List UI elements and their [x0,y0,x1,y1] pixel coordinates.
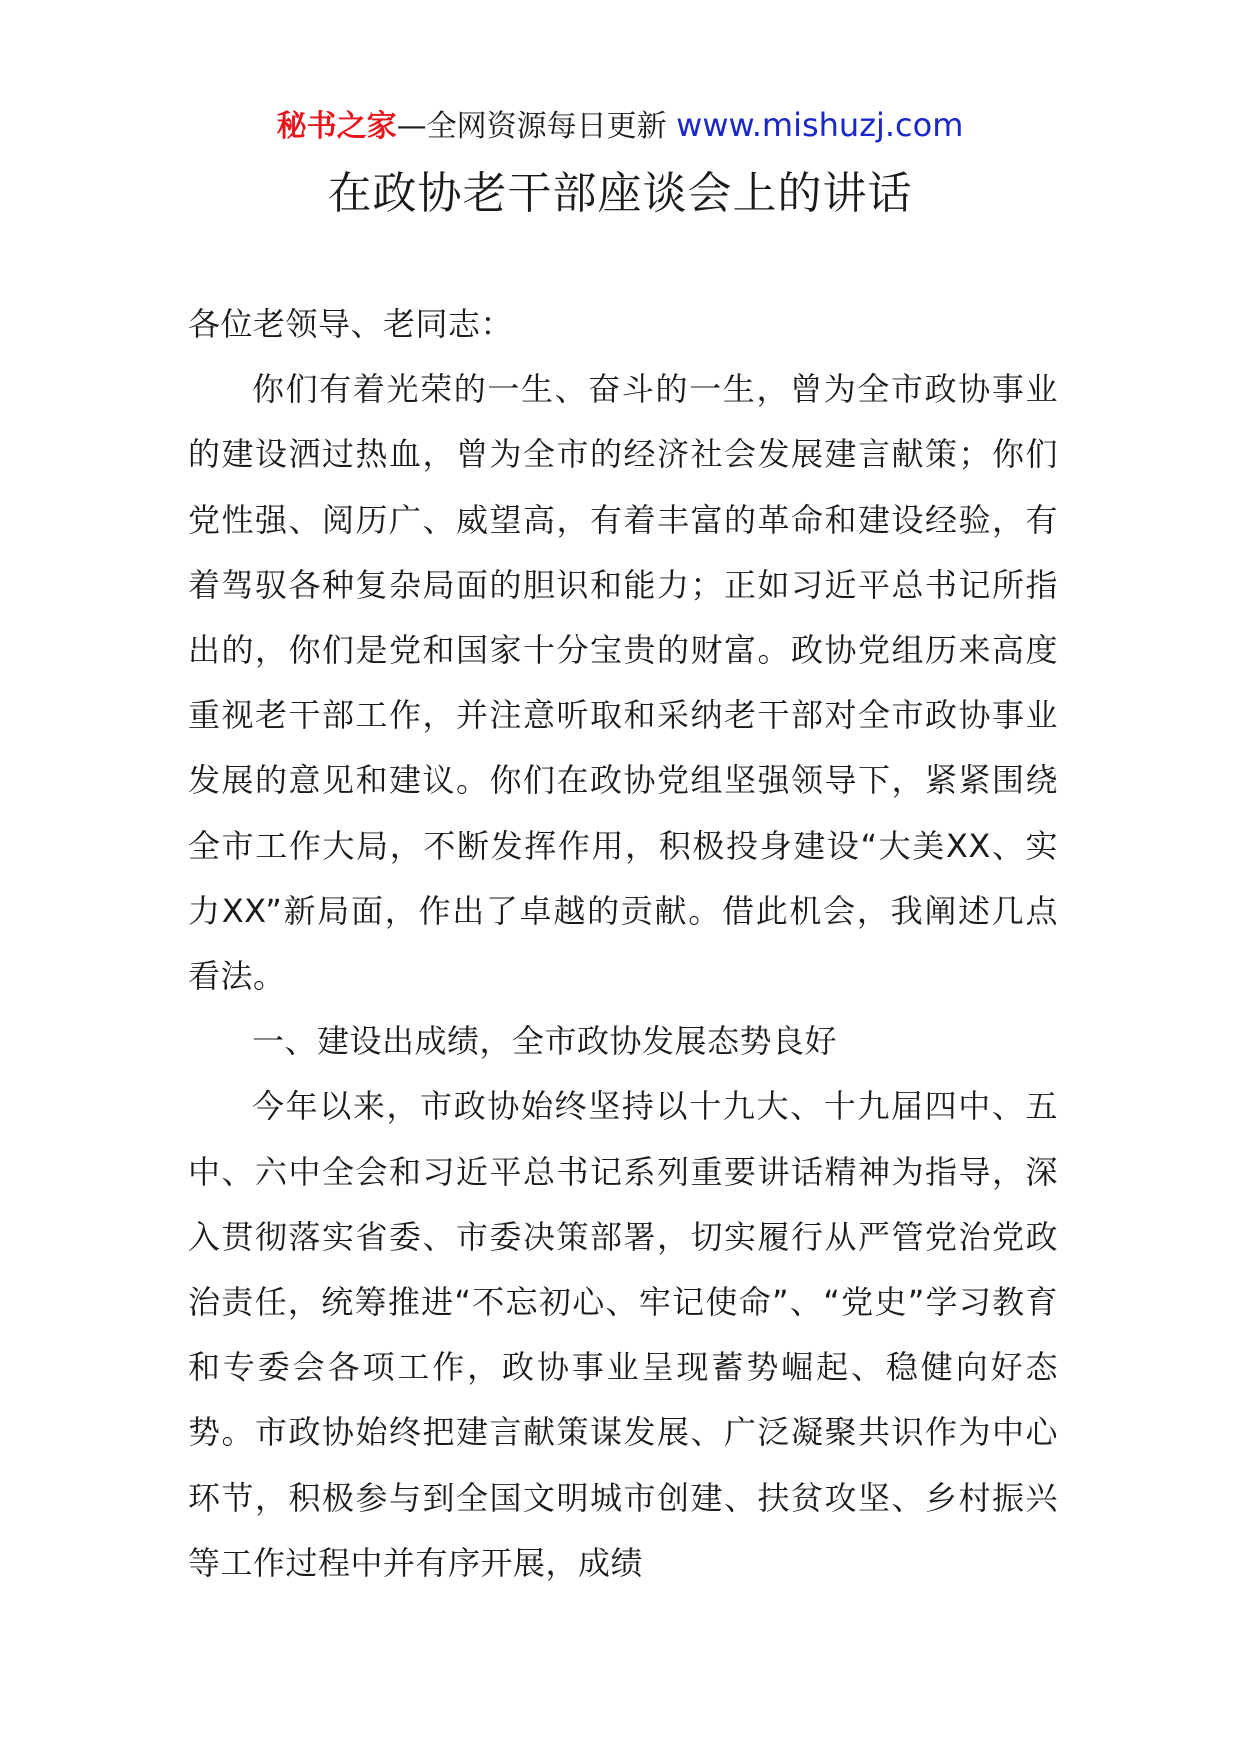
section-heading: 一、建设出成绩，全市政协发展态势良好 [252,1022,838,1061]
document-title: 在政协老干部座谈会上的讲话 [327,168,913,219]
body-paragraph: 你们有着光荣的一生、奋斗的一生，曾为全市政协事业的建设洒过热血，曾为全市的经济社会发展建言献策；你们党性强、阅历广、威望高，有着丰富的革命和建设经验，有着驾驭各种复杂局面的胆识和能力；正如习近平总书记所指出的，你们是党和国家十分宝贵的财富。政协党组历来高度重视老干部工作，并注意听取和采纳老干部对全市政协事业发展的意见和建议。你们在政协党组坚强领导下，紧紧围绕全市工作大局，不断发挥作用，积极投身建设“大美XX、实力XX”新局面，作出了卓越的贡献。借此机会，我阐述几点看法。 [188,370,1058,996]
brand-name: 秘书之家 [276,109,397,144]
salutation: 各位老领导、老同志： [188,305,514,343]
site-banner [0,100,1240,152]
document-body [188,292,1058,1596]
site-url-link[interactable]: www.mishuzj.com [676,106,964,144]
banner-tagline: —全网资源每日更新 [396,109,677,144]
section-paragraph: 今年以来，市政协始终坚持以十九大、十九届四中、五中、六中全会和习近平总书记系列重要讲话精神为指导，深入贯彻落实省委、市委决策部署，切实履行从严管党治党政治责任，统筹推进“不忘初心、牢记使命”、“党史”学习教育和专委会各项工作，政协事业呈现蓄势崛起、稳健向好态势。市政协始终把建言献策谋发展、广泛凝聚共识作为中心环节，积极参与到全国文明城市创建、扶贫攻坚、乡村振兴等工作过程中并有序开展，成绩 [188,1087,1058,1582]
